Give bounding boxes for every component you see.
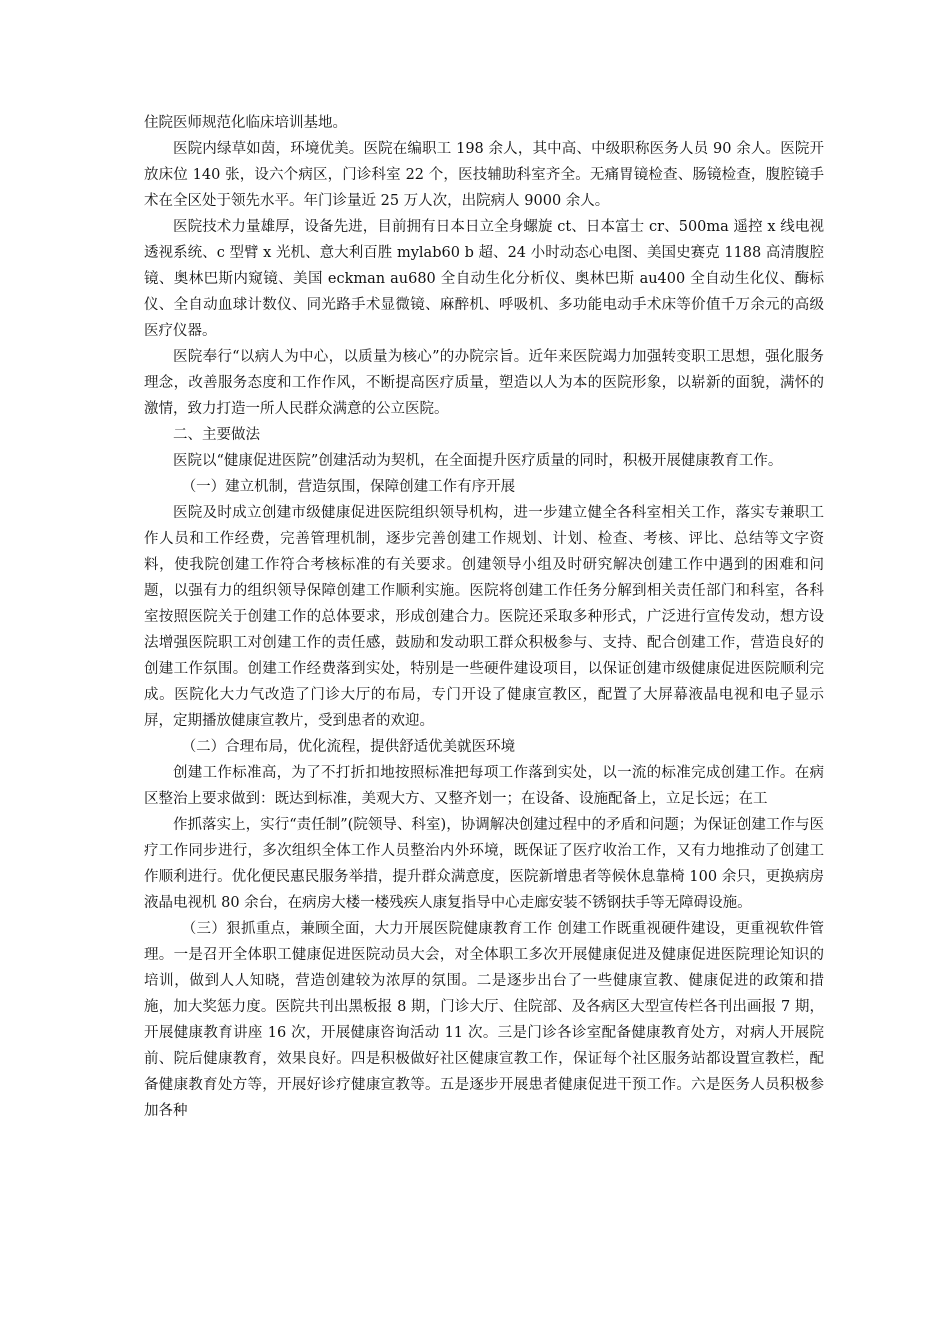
paragraph-5: 医院以“健康促进医院”创建活动为契机，在全面提升医疗质量的同时，积极开展健康教育工作。 [173,453,783,469]
paragraph-10: 作抓落实上，实行“责任制”(院领导、科室)，协调解决创建过程中的矛盾和问题；为保证创建工作与医疗工作同步进行，多次组织全体工作人员整治内外环境，既保证了医疗收治工作，又有力地推动了创建工作顺利进行。优化便民惠民服务举措，提升群众满意度，医院新增患者等候休息靠椅 100 余只，更换病房液晶电视机 80 余台，在病房大楼一楼残疾人康复指导中心走廊安装不锈钢扶手等无障碍设施。 [144,817,824,911]
section-heading: 二、主要做法 [173,427,260,443]
document-page [144,110,824,1124]
paragraph-9: 创建工作标准高，为了不打折扣地按照标准把每项工作落到实处，以一流的标准完成创建工作。在病区整治上要求做到：既达到标准，美观大方、又整齐划一；在设备、设施配备上，立足长远；在工 [144,765,824,807]
paragraph-0: 住院医师规范化临床培训基地。 [144,115,347,131]
paragraph-7: 医院及时成立创建市级健康促进医院组织领导机构，进一步建立健全各科室相关工作，落实专兼职工作人员和工作经费，完善管理机制，逐步完善创建工作规划、计划、检查、考核、评比、总结等文字资料，使我院创建工作符合考核标准的有关要求。创建领导小组及时研究解决创建工作中遇到的困难和问题，以强有力的组织领导保障创建工作顺利实施。医院将创建工作任务分解到相关责任部门和科室，各科室按照医院关于创建工作的总体要求，形成创建合力。医院还采取多种形式，广泛进行宣传发动，想方设法增强医院职工对创建工作的责任感，鼓励和发动职工群众积极参与、支持、配合创建工作，营造良好的创建工作氛围。创建工作经费落到实处，特别是一些硬件建设项目，以保证创建市级健康促进医院顺利完成。医院化大力气改造了门诊大厅的布局，专门开设了健康宣教区，配置了大屏幕液晶电视和电子显示屏，定期播放健康宣教片，受到患者的欢迎。 [144,505,824,729]
subheading-1: （一）建立机制，营造氛围，保障创建工作有序开展 [181,479,516,495]
subheading-2: （二）合理布局，优化流程，提供舒适优美就医环境 [181,739,516,755]
subheading-3-paragraph: （三）狠抓重点，兼顾全面，大力开展医院健康教育工作 创建工作既重视硬件建设，更重视软件管理。一是召开全体职工健康促进医院动员大会，对全体职工多次开展健康促进及健康促进医院理论知识的培训，做到人人知晓，营造创建较为浓厚的氛围。二是逐步出台了一些健康宣教、健康促进的政策和措施，加大奖惩力度。医院共刊出黑板报 8 期，门诊大厅、住院部、及各病区大型宣传栏各刊出画报 7 期，开展健康教育讲座 16 次，开展健康咨询活动 11 次。三是门诊各诊室配备健康教育处方，对病人开展院前、院后健康教育，效果良好。四是积极做好社区健康宣教工作，保证每个社区服务站都设置宣教栏，配备健康教育处方等，开展好诊疗健康宣教等。五是逐步开展患者健康促进干预工作。六是医务人员积极参加各种 [144,921,824,1119]
paragraph-3: 医院奉行“以病人为中心，以质量为核心”的办院宗旨。近年来医院竭力加强转变职工思想，强化服务理念，改善服务态度和工作作风，不断提高医疗质量，塑造以人为本的医院形象，以崭新的面貌，满怀的激情，致力打造一所人民群众满意的公立医院。 [144,349,824,417]
paragraph-2: 医院技术力量雄厚，设备先进，目前拥有日本日立全身螺旋 ct、日本富士 cr、500ma 遥控 x 线电视透视系统、c 型臂 x 光机、意大利百胜 mylab60 b 超、24 小时动态心电图、美国史赛克 1188 高清腹腔镜、奥林巴斯内窥镜、美国 eckman au680 全自动生化分析仪、奥林巴斯 au400 全自动生化仪、酶标仪、全自动血球计数仪、同光路手术显微镜、麻醉机、呼吸机、多功能电动手术床等价值千万余元的高级医疗仪器。 [144,219,824,339]
paragraph-1: 医院内绿草如茵，环境优美。医院在编职工 198 余人，其中高、中级职称医务人员 90 余人。医院开放床位 140 张，设六个病区，门诊科室 22 个，医技辅助科室齐全。无痛胃镜检查、肠镜检查，腹腔镜手术在全区处于领先水平。年门诊量近 25 万人次，出院病人 9000 余人。 [144,141,824,209]
